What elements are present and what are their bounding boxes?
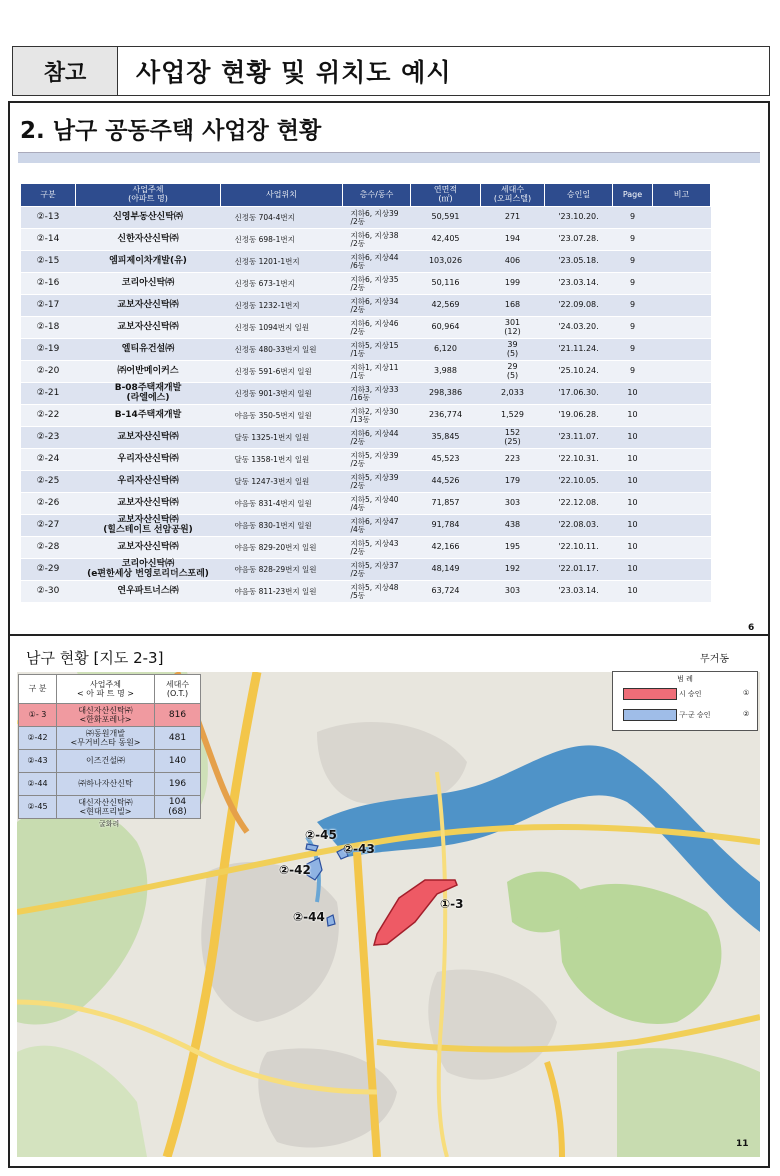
- row-name: 교보자산신탁㈜ (힐스테이트 선암공원): [76, 515, 221, 537]
- row-page: 9: [613, 295, 653, 317]
- row-units: 223: [481, 449, 545, 471]
- row-units: 39 (5): [481, 339, 545, 361]
- row-units: 195: [481, 537, 545, 559]
- legend-title: 범 례: [677, 675, 693, 683]
- table-row: [21, 207, 711, 229]
- table-row: [19, 773, 201, 796]
- row-name: 교보자산신탁㈜: [76, 295, 221, 317]
- row-location: 신정동 704-4번지: [221, 207, 343, 229]
- row-location: 신정동 591-6번지 일원: [221, 361, 343, 383]
- row-floors: 지하6, 지상38 /2동: [343, 229, 411, 251]
- row-location: 야음동 830-1번지 일원: [221, 515, 343, 537]
- row-name: 대신자산신탁㈜ <한화포레나>: [57, 704, 155, 727]
- row-location: 야음동 828-29번지 일원: [221, 559, 343, 581]
- row-floors: 지하5, 지상37 /2동: [343, 559, 411, 581]
- table-row: [21, 581, 711, 603]
- row-name: 코리아신탁㈜ (e편한세상 번영로리더스포레): [76, 559, 221, 581]
- row-name: B-08주택재개발 (라엘에스): [76, 383, 221, 405]
- row-location: 신정동 1232-1번지: [221, 295, 343, 317]
- row-page: 10: [613, 559, 653, 581]
- row-no: ②-25: [21, 471, 76, 493]
- row-note: [653, 471, 711, 493]
- table-row: [21, 405, 711, 427]
- row-note: [653, 493, 711, 515]
- row-note: [653, 581, 711, 603]
- row-area: 298,386: [411, 383, 481, 405]
- table-row: [21, 471, 711, 493]
- row-no: ②-13: [21, 207, 76, 229]
- row-page: 9: [613, 273, 653, 295]
- row-units: 140: [155, 750, 201, 773]
- legend-city-swatch: [623, 688, 677, 700]
- row-page: 10: [613, 471, 653, 493]
- row-date: '23.03.14.: [545, 273, 613, 295]
- table-row: [19, 796, 201, 819]
- map-title: 남구 현황 [지도 2-3]: [26, 649, 164, 667]
- row-page: 10: [613, 493, 653, 515]
- row-location: 신정동 1094번지 일원: [221, 317, 343, 339]
- row-name: 신영부동산신탁㈜: [76, 207, 221, 229]
- row-units: 1,529: [481, 405, 545, 427]
- row-note: [653, 559, 711, 581]
- row-floors: 지하5, 지상43 /2동: [343, 537, 411, 559]
- row-area: 48,149: [411, 559, 481, 581]
- row-no: ①- 3: [19, 704, 57, 727]
- row-note: [653, 251, 711, 273]
- row-area: 63,724: [411, 581, 481, 603]
- col-page: Page: [613, 184, 653, 207]
- row-page: 9: [613, 339, 653, 361]
- row-area: 3,988: [411, 361, 481, 383]
- row-units: 303: [481, 581, 545, 603]
- row-date: '22.10.31.: [545, 449, 613, 471]
- row-name: 연우파트너스㈜: [76, 581, 221, 603]
- row-units: 192: [481, 559, 545, 581]
- row-location: 달동 1358-1번지 일원: [221, 449, 343, 471]
- row-location: 야음동 350-5번지 일원: [221, 405, 343, 427]
- row-name: 교보자산신탁㈜: [76, 537, 221, 559]
- site-2-44-label: ②-44: [293, 910, 325, 924]
- row-units: 438: [481, 515, 545, 537]
- col-floors: 층수/동수: [343, 184, 411, 207]
- legend-city-label: 시 승인: [679, 690, 702, 698]
- table-row: [19, 750, 201, 773]
- row-page: 9: [613, 207, 653, 229]
- col-note: 비고: [653, 184, 711, 207]
- table-row: [21, 559, 711, 581]
- row-name: 엘티유건설㈜: [76, 339, 221, 361]
- row-floors: 지하3, 지상33 /16동: [343, 383, 411, 405]
- row-name: ㈜동원개발 <무거비스타 동원>: [57, 727, 155, 750]
- row-note: [653, 537, 711, 559]
- row-units: 301 (12): [481, 317, 545, 339]
- row-note: [653, 427, 711, 449]
- row-note: [653, 273, 711, 295]
- row-area: 44,526: [411, 471, 481, 493]
- row-name: ㈜어반메이커스: [76, 361, 221, 383]
- row-page: 9: [613, 317, 653, 339]
- col-no: 구 분: [19, 675, 57, 704]
- table-row: [19, 704, 201, 727]
- row-location: 신정동 698-1번지: [221, 229, 343, 251]
- table-row: [21, 229, 711, 251]
- col-units: 세대수 (오피스텔): [481, 184, 545, 207]
- row-units: 271: [481, 207, 545, 229]
- row-units: 196: [155, 773, 201, 796]
- row-name: 대신자산신탁㈜ <현대프리빌>: [57, 796, 155, 819]
- row-name: 코리아신탁㈜: [76, 273, 221, 295]
- row-page: 10: [613, 537, 653, 559]
- row-location: 신정동 673-1번지: [221, 273, 343, 295]
- row-no: ②-14: [21, 229, 76, 251]
- col-location: 사업위치: [221, 184, 343, 207]
- legend-district-no: ②: [743, 710, 750, 718]
- row-location: 달동 1247-3번지 일원: [221, 471, 343, 493]
- row-date: '23.05.18.: [545, 251, 613, 273]
- col-units: 세대수 (O.T.): [155, 675, 201, 704]
- row-area: 35,845: [411, 427, 481, 449]
- row-floors: 지하5, 지상39 /2동: [343, 471, 411, 493]
- row-page: 9: [613, 251, 653, 273]
- row-page: 9: [613, 361, 653, 383]
- map-legend-table: [18, 674, 201, 819]
- site-2-42-label: ②-42: [279, 863, 311, 877]
- row-units: 152 (25): [481, 427, 545, 449]
- row-no: ②-20: [21, 361, 76, 383]
- row-no: ②-21: [21, 383, 76, 405]
- row-area: 42,569: [411, 295, 481, 317]
- row-date: '23.03.14.: [545, 581, 613, 603]
- row-page: 10: [613, 581, 653, 603]
- row-note: [653, 405, 711, 427]
- row-no: ②-19: [21, 339, 76, 361]
- row-note: [653, 295, 711, 317]
- row-location: 신정동 480-33번지 일원: [221, 339, 343, 361]
- row-name: 신한자산신탁㈜: [76, 229, 221, 251]
- row-date: '23.11.07.: [545, 427, 613, 449]
- row-date: '22.09.08.: [545, 295, 613, 317]
- row-date: '22.01.17.: [545, 559, 613, 581]
- row-floors: 지하5, 지상39 /2동: [343, 449, 411, 471]
- row-area: 42,166: [411, 537, 481, 559]
- row-units: 168: [481, 295, 545, 317]
- row-area: 236,774: [411, 405, 481, 427]
- row-no: ②-29: [21, 559, 76, 581]
- table-row: [21, 427, 711, 449]
- row-location: 야음동 831-4번지 일원: [221, 493, 343, 515]
- table-row: [21, 273, 711, 295]
- row-area: 6,120: [411, 339, 481, 361]
- row-name: ㈜하나자산신탁: [57, 773, 155, 796]
- page-header: [12, 46, 770, 96]
- row-floors: 지하6, 지상35 /2동: [343, 273, 411, 295]
- row-location: 신정동 1201-1번지: [221, 251, 343, 273]
- site-2-43-label: ②-43: [343, 842, 375, 856]
- table-header-row: [21, 184, 711, 207]
- section-divider: [8, 634, 770, 636]
- col-date: 승인일: [545, 184, 613, 207]
- col-no: 구분: [21, 184, 76, 207]
- row-units: 29 (5): [481, 361, 545, 383]
- row-area: 91,784: [411, 515, 481, 537]
- row-area: 45,523: [411, 449, 481, 471]
- row-note: [653, 339, 711, 361]
- row-no: ②-43: [19, 750, 57, 773]
- row-floors: 지하6, 지상34 /2동: [343, 295, 411, 317]
- row-floors: 지하6, 지상44 /2동: [343, 427, 411, 449]
- table-row: [21, 361, 711, 383]
- approval-legend: [612, 671, 758, 731]
- row-date: '21.11.24.: [545, 339, 613, 361]
- row-date: '22.10.11.: [545, 537, 613, 559]
- project-table: [20, 183, 711, 603]
- row-note: [653, 361, 711, 383]
- legend-city-no: ①: [743, 689, 750, 697]
- table-header-row: [19, 675, 201, 704]
- table-row: [21, 493, 711, 515]
- row-units: 2,033: [481, 383, 545, 405]
- col-name: 사업주체 (아파트 명): [76, 184, 221, 207]
- row-area: 42,405: [411, 229, 481, 251]
- row-no: ②-22: [21, 405, 76, 427]
- row-area: 103,026: [411, 251, 481, 273]
- row-area: 50,591: [411, 207, 481, 229]
- row-floors: 지하6, 지상39 /2동: [343, 207, 411, 229]
- row-floors: 지하5, 지상15 /1동: [343, 339, 411, 361]
- legend-district-swatch: [623, 709, 677, 721]
- row-area: 60,964: [411, 317, 481, 339]
- row-floors: 지하6, 지상47 /4동: [343, 515, 411, 537]
- legend-district-label: 구·군 승인: [679, 711, 711, 719]
- table-row: [21, 251, 711, 273]
- row-name: 이즈건설㈜: [57, 750, 155, 773]
- row-location: 야음동 811-23번지 일원: [221, 581, 343, 603]
- row-name: 엠피제이차개발(유): [76, 251, 221, 273]
- row-note: [653, 229, 711, 251]
- table-row: [21, 295, 711, 317]
- row-location: 신정동 901-3번지 일원: [221, 383, 343, 405]
- row-page: 10: [613, 515, 653, 537]
- row-date: '17.06.30.: [545, 383, 613, 405]
- row-no: ②-23: [21, 427, 76, 449]
- row-floors: 지하6, 지상46 /2동: [343, 317, 411, 339]
- row-name: 교보자산신탁㈜: [76, 427, 221, 449]
- row-name: 우리자산신탁㈜: [76, 449, 221, 471]
- col-name: 사업주체 < 아 파 트 명 >: [57, 675, 155, 704]
- table-row: [21, 537, 711, 559]
- map-place-label: 무거동: [700, 654, 729, 665]
- row-no: ②-45: [19, 796, 57, 819]
- row-units: 481: [155, 727, 201, 750]
- row-units: 199: [481, 273, 545, 295]
- row-units: 816: [155, 704, 201, 727]
- table-row: [21, 383, 711, 405]
- row-no: ②-44: [19, 773, 57, 796]
- row-page: 10: [613, 383, 653, 405]
- row-units: 179: [481, 471, 545, 493]
- row-note: [653, 449, 711, 471]
- row-location: 야음동 829-20번지 일원: [221, 537, 343, 559]
- section-title: 2. 남구 공동주택 사업장 현황: [20, 118, 322, 144]
- row-date: '24.03.20.: [545, 317, 613, 339]
- row-floors: 지하1, 지상11 /1동: [343, 361, 411, 383]
- table-row: [21, 515, 711, 537]
- row-no: ②-24: [21, 449, 76, 471]
- map-page-number: 11: [736, 1139, 749, 1149]
- row-page: 10: [613, 449, 653, 471]
- row-no: ②-17: [21, 295, 76, 317]
- row-units: 194: [481, 229, 545, 251]
- row-name: B-14주택재개발: [76, 405, 221, 427]
- row-location: 달동 1325-1번지 일원: [221, 427, 343, 449]
- row-units: 303: [481, 493, 545, 515]
- row-name: 우리자산신탁㈜: [76, 471, 221, 493]
- row-page: 10: [613, 427, 653, 449]
- site-2-45-label: ②-45: [305, 828, 337, 842]
- area-label: 굴화리: [99, 820, 120, 828]
- row-no: ②-42: [19, 727, 57, 750]
- row-area: 71,857: [411, 493, 481, 515]
- row-note: [653, 317, 711, 339]
- table-row: [21, 317, 711, 339]
- row-no: ②-15: [21, 251, 76, 273]
- row-floors: 지하5, 지상48 /5동: [343, 581, 411, 603]
- row-note: [653, 515, 711, 537]
- row-no: ②-28: [21, 537, 76, 559]
- table-row: [21, 339, 711, 361]
- section-title-bar: [18, 152, 760, 163]
- row-no: ②-30: [21, 581, 76, 603]
- row-date: '23.10.20.: [545, 207, 613, 229]
- row-note: [653, 383, 711, 405]
- row-no: ②-26: [21, 493, 76, 515]
- table-row: [19, 727, 201, 750]
- row-page: 10: [613, 405, 653, 427]
- row-floors: 지하6, 지상44 /6동: [343, 251, 411, 273]
- row-area: 50,116: [411, 273, 481, 295]
- page-title: 사업장 현황 및 위치도 예시: [136, 58, 452, 87]
- row-floors: 지하2, 지상30 /13동: [343, 405, 411, 427]
- row-page: 9: [613, 229, 653, 251]
- site-1-3-label: ①-3: [440, 897, 464, 911]
- row-date: '22.10.05.: [545, 471, 613, 493]
- row-date: '23.07.28.: [545, 229, 613, 251]
- table-row: [21, 449, 711, 471]
- row-date: '22.08.03.: [545, 515, 613, 537]
- row-date: '19.06.28.: [545, 405, 613, 427]
- row-no: ②-27: [21, 515, 76, 537]
- row-name: 교보자산신탁㈜: [76, 317, 221, 339]
- page-number: 6: [748, 623, 755, 633]
- col-area: 연면적 (㎡): [411, 184, 481, 207]
- row-units: 104 (68): [155, 796, 201, 819]
- row-name: 교보자산신탁㈜: [76, 493, 221, 515]
- row-date: '25.10.24.: [545, 361, 613, 383]
- row-date: '22.12.08.: [545, 493, 613, 515]
- row-no: ②-18: [21, 317, 76, 339]
- reference-tag: 참고: [13, 47, 118, 95]
- row-floors: 지하5, 지상40 /4동: [343, 493, 411, 515]
- row-note: [653, 207, 711, 229]
- row-no: ②-16: [21, 273, 76, 295]
- row-units: 406: [481, 251, 545, 273]
